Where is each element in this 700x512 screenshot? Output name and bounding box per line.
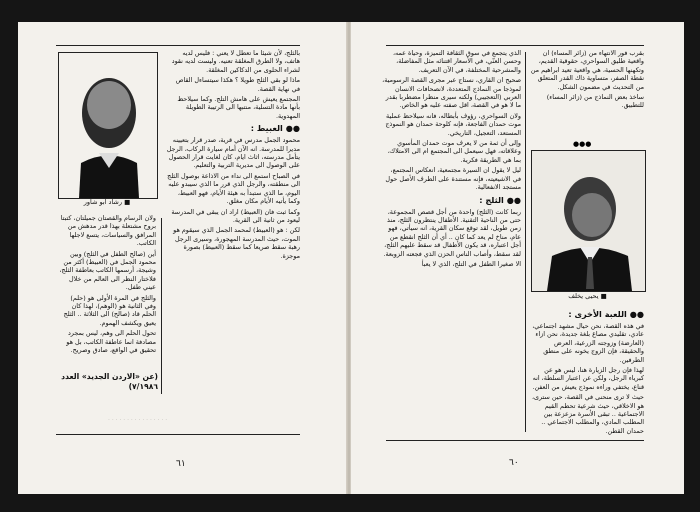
- column-divider: [525, 52, 526, 432]
- section-heading-thalj: ●● الثلج :: [479, 194, 521, 205]
- top-rule: [56, 45, 300, 46]
- paragraph: بقرب فور الانتهاء من (زائر المساء) ان واقعية طليق السواحري، حقوقية القديم، وتكهنها الحسية، هي واقعية تعيد ابراهيم من نقطة الصفر، متساوية ذاك القدر المتعلق من التحديث في مضمون الشكل.: [530, 49, 644, 91]
- portrait-image: [59, 53, 157, 198]
- paragraph: الا صغيرا الطفل في التلج، الذي لا يعبأ: [421, 259, 521, 268]
- paragraph: ماذا لو بقي الثلج طويلا ؟ هكذا سيتساءل القاص في نهاية القصة.: [175, 76, 300, 93]
- photo-caption: ■ يحيى يخلف: [568, 292, 607, 300]
- left-page-column-left: [58, 214, 156, 364]
- section-heading-other-game: ●● اللعبة الأخرى :: [568, 309, 644, 319]
- paragraph: تحول الحلم الى وهم، ليس بمجرد مصادفة انما عاطفة الكاتب، بل هو تحقيق في الواقع، صادق وصريح.: [66, 329, 156, 355]
- paragraph: المجتمع يعيش على هامش التلج. وكما سيلاحظ بأنها مادة التسلية، منتبها الى الرتيبة الطويلة المهدوية.: [177, 95, 300, 120]
- bottom-rule: [386, 440, 644, 441]
- source-citation: (عن «الاردن الجديد» العدد ٧/١٩٨٦): [61, 372, 158, 391]
- paragraph: لهذا فإن رجل الزيارة هنا، ليس هو عن كبرياء الرجل، ولكن عن اعتبار السلطة، انه قناع، يختفي وراءه نموذج يعيش من العفن.: [532, 366, 644, 391]
- paragraph: بالثلج، لأن شيئا ما تعطل لا يعني : فليس لديه هاتف، ولا الطرق المغلقة تعنيه. وليست لديه نقود لشراء الحلوى من الدكاكين المغلقة.: [171, 49, 300, 74]
- paragraph: الذي يتجمع في سوق الثقافة التميزة، وحياة عمه، وحسن العنّي، في الأسعار اقتنائه مثل المفاضلة، والمشرحية المختلفة، في الآن التعريف.: [392, 49, 521, 74]
- paragraph: وإلى أن ثمة من لا يعرف موت حمدان المأسوي وعلاقاته، فهل سيعمل الى المجتمع ام الى الامتلاك، بما هي الطريقة فكرية.: [387, 139, 521, 164]
- page-number: ٦١: [176, 459, 186, 469]
- paragraph: صحيح ان القاري، نستاج عبر مجرى القصة الرسومية، لموذجا من النماذج المتعددة، لانصحافات الانسان العربي (التعجيبي) ولكنه سيرى منظرا مضطربا بقدر ما لا هو في القصة، اقل صفته عليه هو الخاص.: [382, 76, 521, 110]
- right-page: [350, 22, 684, 494]
- paragraph: لكن : هو (العبيط) لمحمد الجمل الذي سيقوم هو الموت، حيث المدرسة المهجورة، وسيرى الرجل رهبة سقط صريعا كما سقط (العبيط) بصورة موجزة.: [173, 226, 300, 260]
- bottom-rule: [56, 434, 300, 435]
- page-number: ٦٠: [509, 458, 519, 468]
- paragraph: محمود الجمل مدرس في قرية، صدر قرار بتعيينه مديرا للمدرسة. انه الآن أمام سيارة الركاب، الرجل يتأمل مدرسته، اثاث ايام، كان لغايت قرار الحصول على الوصول الى مديرية التربية والتعليم.: [166, 136, 300, 170]
- right-page-column-left-top: [529, 49, 644, 139]
- top-rule: [386, 45, 644, 46]
- photo-caption: ■ رشاد ابو شاور: [83, 198, 131, 206]
- paragraph: في هذه القصة، نحن حيال مشهد اجتماعي، عادي، تقليدي مصاغ بلغة جديدة، نحن ازاء (العارضة) وزوجته الزرعية، العرض والحقيقة، فإن الزوج يخونه على منطق الطرفين.: [532, 322, 644, 364]
- left-page: [18, 22, 349, 494]
- author-photo-yahya: [531, 150, 646, 292]
- paragraph: والثلج في المرة الأولى هو (حلم) وفي الثانية هو (الوهم)، لهذا كان الحلم قاد (صالح) الى الثلاثة .. الثلج يعيق ويكشف الهموم.: [63, 293, 156, 327]
- paragraph: في الصباح استمع الى نداء من الاذاعة بوصول الثلج الى منطقته، والرجل الذي قرر ما الذي سيبدو عليه اليوم، ما الذي ستبدأ به هيئة الأيام، فهو العبيط، وكما يأتيه الأيام مكان مغلق.: [167, 171, 300, 206]
- left-page-column-right: [166, 49, 300, 479]
- right-page-column-right: [381, 49, 521, 479]
- column-divider: [161, 218, 162, 394]
- right-page-column-left-bottom: [529, 306, 644, 436]
- paragraph: ليل لا يقول ان السيرة مجتمعية، انعكاس المجتمع، في الاشيعيته، فإنه مستندة على الطرف الأصل حول مستجد الانفعالية.: [385, 166, 521, 192]
- paragraph: وكما ثبت فان (العبيط) اراد ان يبقى في المدرسة ليعود من ثانية الى القرية.: [171, 207, 300, 224]
- section-heading-abeet: ●● العبيط :: [250, 123, 300, 134]
- bleed-through-text: · · · · · · · · · · · · · · · ·: [108, 417, 168, 424]
- paragraph: ربما كانت (الثلج) واحدة من أجل قصص المجموعة، حتى من الناحية التقنية. الأطفال ينتظرون الثلج، منذ زمن طويل، لقد توقع سكان القرية، انه سيأتي، فهو عام، مناخ لم يعد كما كان .. أي أن الثلج انقطع من أجل اعتباره، قد يكون الأطفال قد سقط عليهم الثلج، لقد سقط، وأصاب الناس الحزن الذي فجعته الزوبعة.: [383, 207, 521, 258]
- paragraph: ساخذ بعض النماذج من (زائر المساء) للتطبيق.: [546, 93, 644, 110]
- author-photo-rashad: [58, 52, 158, 199]
- portrait-image: [532, 151, 645, 291]
- paragraph: حيث لا ترى منحنى في القصة، حين سترى، هو الاخلاقي، حيث شرعية تحطم القيم الاجتماعية .. تبقى الأسرة مزعزعة بين المطلب المادي، والمطلب الاجتماعي .. حمدان القطن.: [531, 393, 644, 435]
- paragraph: ولان الرسام والقصتان جميلتان، كتبتا بروح مشتعلة بهذا قدر مدهش من المرافق والسياسات، يتسع لاجلها الكاتب.: [60, 214, 156, 248]
- separator-dots: ●●●: [573, 140, 592, 148]
- paragraph: أين (صالح الطفل في الثلج) وبين محمود الجمل في (العبيط) أكثر من وشيجة، أرسمها الكاتب بعاطفة الثلج، فلاختار النظر الى العالم من خلال عيني طفل.: [59, 249, 156, 292]
- paragraph: ولان السواحري، رؤوف بأبطاله، فانه سيلاحظ عملية موت حمدان الفاجعة، فإنه كلوحة حمدان هو النموذج المستعد، التعجيل، التاريخي.: [385, 111, 521, 137]
